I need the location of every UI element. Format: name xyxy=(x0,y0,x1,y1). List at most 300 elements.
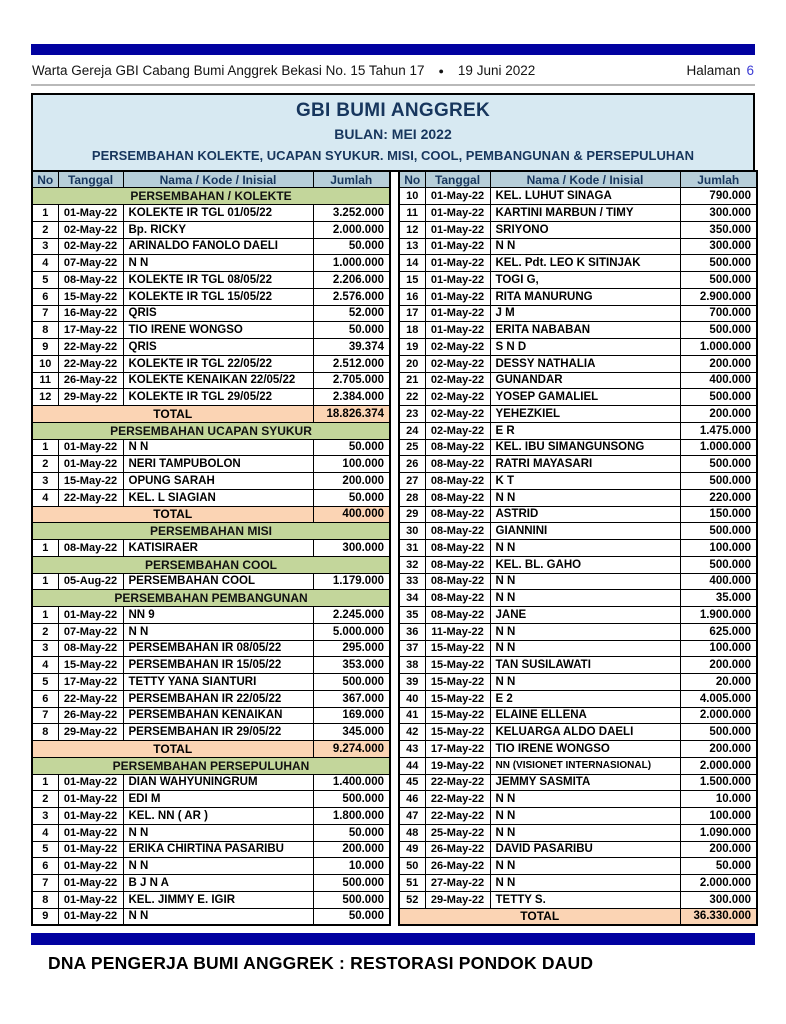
row-name: N N xyxy=(490,590,680,607)
row-name: PERSEMBAHAN IR 22/05/22 xyxy=(123,690,313,707)
offering-row xyxy=(399,674,757,691)
row-amount: 500.000 xyxy=(313,674,390,691)
offering-row xyxy=(399,305,757,322)
offering-row xyxy=(32,355,390,372)
row-name: KOLEKTE IR TGL 08/05/22 xyxy=(123,272,313,289)
row-number: 30 xyxy=(399,523,425,540)
row-number: 37 xyxy=(399,640,425,657)
row-date: 08-May-22 xyxy=(425,473,490,490)
row-number: 23 xyxy=(399,406,425,423)
offering-row xyxy=(32,824,390,841)
row-number: 9 xyxy=(32,908,58,925)
offering-row xyxy=(32,707,390,724)
row-amount: 300.000 xyxy=(680,205,757,222)
row-amount: 2.000.000 xyxy=(680,757,757,774)
row-name: KATISIRAER xyxy=(123,540,313,557)
row-date: 01-May-22 xyxy=(58,824,123,841)
offering-row xyxy=(399,774,757,791)
row-name: N N xyxy=(490,824,680,841)
row-amount: 2.512.000 xyxy=(313,355,390,372)
row-amount: 2.384.000 xyxy=(313,389,390,406)
row-name: TIO IRENE WONGSO xyxy=(490,741,680,758)
row-number: 42 xyxy=(399,724,425,741)
offering-row xyxy=(399,372,757,389)
row-name: J M xyxy=(490,305,680,322)
offering-row xyxy=(399,875,757,892)
row-number: 6 xyxy=(32,288,58,305)
row-amount: 350.000 xyxy=(680,221,757,238)
column-header-no: No xyxy=(32,171,58,188)
offering-row xyxy=(32,305,390,322)
row-name: GUNANDAR xyxy=(490,372,680,389)
row-number: 19 xyxy=(399,339,425,356)
column-header-no: No xyxy=(399,171,425,188)
row-amount: 345.000 xyxy=(313,724,390,741)
row-amount: 2.705.000 xyxy=(313,372,390,389)
column-header-tanggal: Tanggal xyxy=(425,171,490,188)
row-amount: 1.179.000 xyxy=(313,573,390,590)
row-date: 22-May-22 xyxy=(425,774,490,791)
row-date: 02-May-22 xyxy=(425,355,490,372)
offering-row xyxy=(399,439,757,456)
offering-row xyxy=(399,272,757,289)
row-amount: 200.000 xyxy=(313,473,390,490)
row-number: 26 xyxy=(399,456,425,473)
row-date: 16-May-22 xyxy=(58,305,123,322)
row-amount: 150.000 xyxy=(680,506,757,523)
column-header-tanggal: Tanggal xyxy=(58,171,123,188)
row-number: 29 xyxy=(399,506,425,523)
row-amount: 500.000 xyxy=(313,791,390,808)
offering-row xyxy=(399,288,757,305)
total-amount: 9.274.000 xyxy=(313,741,390,758)
section-title: PERSEMBAHAN COOL xyxy=(32,556,390,573)
row-number: 12 xyxy=(32,389,58,406)
row-number: 4 xyxy=(32,255,58,272)
row-number: 4 xyxy=(32,657,58,674)
row-number: 28 xyxy=(399,489,425,506)
row-date: 01-May-22 xyxy=(425,221,490,238)
offering-row xyxy=(32,221,390,238)
offering-row xyxy=(32,875,390,892)
row-date: 15-May-22 xyxy=(58,473,123,490)
row-amount: 500.000 xyxy=(680,523,757,540)
total-row xyxy=(32,406,390,423)
row-number: 6 xyxy=(32,858,58,875)
row-date: 01-May-22 xyxy=(58,205,123,222)
row-name: PERSEMBAHAN IR 29/05/22 xyxy=(123,724,313,741)
row-name: KOLEKTE IR TGL 22/05/22 xyxy=(123,355,313,372)
offering-row xyxy=(32,858,390,875)
row-number: 3 xyxy=(32,238,58,255)
row-name: KEL. BL. GAHO xyxy=(490,556,680,573)
row-date: 08-May-22 xyxy=(58,640,123,657)
row-number: 31 xyxy=(399,540,425,557)
page-number: 6 xyxy=(746,63,754,78)
row-name: PERSEMBAHAN IR 08/05/22 xyxy=(123,640,313,657)
row-amount: 50.000 xyxy=(680,858,757,875)
offering-row xyxy=(399,489,757,506)
total-row xyxy=(32,741,390,758)
row-number: 44 xyxy=(399,757,425,774)
row-number: 49 xyxy=(399,841,425,858)
row-amount: 50.000 xyxy=(313,824,390,841)
row-amount: 500.000 xyxy=(680,322,757,339)
row-name: QRIS xyxy=(123,305,313,322)
row-name: N N xyxy=(490,623,680,640)
row-name: DIAN WAHYUNINGRUM xyxy=(123,774,313,791)
row-number: 47 xyxy=(399,808,425,825)
row-name: B J N A xyxy=(123,875,313,892)
row-number: 5 xyxy=(32,674,58,691)
section-title: PERSEMBAHAN / KOLEKTE xyxy=(32,188,390,205)
row-number: 13 xyxy=(399,238,425,255)
row-date: 02-May-22 xyxy=(425,422,490,439)
row-name: KEL. Pdt. LEO K SITINJAK xyxy=(490,255,680,272)
row-name: KEL. NN ( AR ) xyxy=(123,808,313,825)
row-date: 02-May-22 xyxy=(425,389,490,406)
row-amount: 500.000 xyxy=(680,556,757,573)
row-name: KOLEKTE IR TGL 29/05/22 xyxy=(123,389,313,406)
total-label: TOTAL xyxy=(32,506,313,523)
section-title: PERSEMBAHAN PEMBANGUNAN xyxy=(32,590,390,607)
row-name: RITA MANURUNG xyxy=(490,288,680,305)
row-amount: 2.000.000 xyxy=(313,221,390,238)
row-number: 8 xyxy=(32,891,58,908)
offering-row xyxy=(399,741,757,758)
offering-row xyxy=(32,238,390,255)
row-amount: 1.000.000 xyxy=(313,255,390,272)
row-name: N N xyxy=(490,875,680,892)
offering-row xyxy=(399,640,757,657)
row-name: N N xyxy=(490,791,680,808)
row-date: 01-May-22 xyxy=(58,456,123,473)
row-number: 40 xyxy=(399,690,425,707)
row-date: 29-May-22 xyxy=(425,891,490,908)
row-number: 41 xyxy=(399,707,425,724)
row-date: 08-May-22 xyxy=(58,540,123,557)
row-date: 15-May-22 xyxy=(425,707,490,724)
row-amount: 100.000 xyxy=(680,808,757,825)
column-header-jumlah: Jumlah xyxy=(313,171,390,188)
section-title: PERSEMBAHAN MISI xyxy=(32,523,390,540)
row-amount: 500.000 xyxy=(680,456,757,473)
row-date: 15-May-22 xyxy=(58,288,123,305)
offering-row xyxy=(399,573,757,590)
row-date: 15-May-22 xyxy=(425,690,490,707)
row-amount: 10.000 xyxy=(313,858,390,875)
row-name: PERSEMBAHAN IR 15/05/22 xyxy=(123,657,313,674)
offering-row xyxy=(399,406,757,423)
bottom-divider-bar xyxy=(31,933,755,945)
total-label: TOTAL xyxy=(32,741,313,758)
row-name: KOLEKTE KENAIKAN 22/05/22 xyxy=(123,372,313,389)
row-amount: 50.000 xyxy=(313,238,390,255)
offering-row xyxy=(32,288,390,305)
row-date: 22-May-22 xyxy=(425,808,490,825)
row-amount: 2.000.000 xyxy=(680,875,757,892)
row-name: RATRI MAYASARI xyxy=(490,456,680,473)
row-amount: 400.000 xyxy=(680,573,757,590)
row-number: 9 xyxy=(32,339,58,356)
offering-table-left xyxy=(31,170,391,926)
offering-row xyxy=(399,824,757,841)
total-row xyxy=(32,506,390,523)
row-amount: 50.000 xyxy=(313,489,390,506)
offering-row xyxy=(399,623,757,640)
offering-row xyxy=(32,489,390,506)
row-date: 08-May-22 xyxy=(425,456,490,473)
offering-row xyxy=(32,690,390,707)
report-title-panel xyxy=(31,93,755,172)
offering-tables xyxy=(31,170,755,926)
row-number: 48 xyxy=(399,824,425,841)
row-number: 46 xyxy=(399,791,425,808)
row-amount: 353.000 xyxy=(313,657,390,674)
row-amount: 10.000 xyxy=(680,791,757,808)
row-amount: 35.000 xyxy=(680,590,757,607)
row-amount: 1.090.000 xyxy=(680,824,757,841)
row-amount: 2.206.000 xyxy=(313,272,390,289)
offering-row xyxy=(399,724,757,741)
row-name: N N xyxy=(123,858,313,875)
row-number: 25 xyxy=(399,439,425,456)
row-date: 01-May-22 xyxy=(58,858,123,875)
offering-row xyxy=(399,322,757,339)
row-number: 6 xyxy=(32,690,58,707)
row-amount: 50.000 xyxy=(313,908,390,925)
offering-row xyxy=(32,372,390,389)
row-date: 26-May-22 xyxy=(58,707,123,724)
row-date: 22-May-22 xyxy=(58,489,123,506)
offering-row xyxy=(32,439,390,456)
row-amount: 1.000.000 xyxy=(680,339,757,356)
row-date: 02-May-22 xyxy=(425,406,490,423)
offering-row xyxy=(399,389,757,406)
offering-row xyxy=(399,456,757,473)
row-number: 21 xyxy=(399,372,425,389)
row-amount: 300.000 xyxy=(680,238,757,255)
row-name: E R xyxy=(490,422,680,439)
row-number: 36 xyxy=(399,623,425,640)
row-name: YEHEZKIEL xyxy=(490,406,680,423)
row-amount: 400.000 xyxy=(680,372,757,389)
row-date: 02-May-22 xyxy=(58,238,123,255)
offering-row xyxy=(399,506,757,523)
row-date: 08-May-22 xyxy=(425,607,490,624)
row-date: 01-May-22 xyxy=(58,791,123,808)
row-name: PERSEMBAHAN KENAIKAN xyxy=(123,707,313,724)
row-date: 01-May-22 xyxy=(58,808,123,825)
offering-row xyxy=(32,540,390,557)
offering-row xyxy=(32,573,390,590)
row-amount: 100.000 xyxy=(680,640,757,657)
row-date: 01-May-22 xyxy=(425,255,490,272)
row-amount: 2.000.000 xyxy=(680,707,757,724)
offering-row xyxy=(32,891,390,908)
row-date: 15-May-22 xyxy=(58,657,123,674)
row-date: 22-May-22 xyxy=(58,355,123,372)
row-amount: 1.500.000 xyxy=(680,774,757,791)
row-date: 15-May-22 xyxy=(425,724,490,741)
page-content xyxy=(31,0,755,974)
offering-row xyxy=(399,590,757,607)
row-name: S N D xyxy=(490,339,680,356)
row-number: 1 xyxy=(32,540,58,557)
row-amount: 2.245.000 xyxy=(313,607,390,624)
offering-row xyxy=(32,774,390,791)
section-header-row xyxy=(32,590,390,607)
row-amount: 500.000 xyxy=(313,875,390,892)
column-header-row xyxy=(32,171,390,188)
row-date: 02-May-22 xyxy=(425,372,490,389)
offering-row xyxy=(399,221,757,238)
row-amount: 500.000 xyxy=(313,891,390,908)
footer-slogan: DNA PENGERJA BUMI ANGGREK : RESTORASI PONDOK DAUD xyxy=(48,952,594,973)
row-date: 05-Aug-22 xyxy=(58,573,123,590)
masthead-date: 19 Juni 2022 xyxy=(457,63,536,78)
column-header-nama: Nama / Kode / Inisial xyxy=(123,171,313,188)
column-header-row xyxy=(399,171,757,188)
row-date: 01-May-22 xyxy=(425,205,490,222)
row-number: 34 xyxy=(399,590,425,607)
row-name: E 2 xyxy=(490,690,680,707)
row-amount: 1.400.000 xyxy=(313,774,390,791)
row-name: KEL. LUHUT SINAGA xyxy=(490,188,680,205)
row-amount: 200.000 xyxy=(313,841,390,858)
row-name: KELUARGA ALDO DAELI xyxy=(490,724,680,741)
section-header-row xyxy=(32,556,390,573)
row-date: 22-May-22 xyxy=(58,690,123,707)
row-amount: 500.000 xyxy=(680,389,757,406)
row-name: N N xyxy=(490,540,680,557)
offering-row xyxy=(399,339,757,356)
row-number: 50 xyxy=(399,858,425,875)
row-amount: 700.000 xyxy=(680,305,757,322)
row-name: NN 9 xyxy=(123,607,313,624)
row-name: NN (VISIONET INTERNASIONAL) xyxy=(490,757,680,774)
row-date: 08-May-22 xyxy=(425,590,490,607)
offering-row xyxy=(399,473,757,490)
offering-row xyxy=(399,757,757,774)
row-amount: 367.000 xyxy=(313,690,390,707)
row-name: NERI TAMPUBOLON xyxy=(123,456,313,473)
row-number: 32 xyxy=(399,556,425,573)
row-number: 10 xyxy=(32,355,58,372)
row-name: DESSY NATHALIA xyxy=(490,355,680,372)
row-number: 35 xyxy=(399,607,425,624)
row-number: 7 xyxy=(32,875,58,892)
row-date: 01-May-22 xyxy=(58,607,123,624)
column-header-jumlah: Jumlah xyxy=(680,171,757,188)
row-amount: 220.000 xyxy=(680,489,757,506)
row-name: N N xyxy=(123,255,313,272)
row-date: 08-May-22 xyxy=(425,489,490,506)
offering-row xyxy=(399,791,757,808)
row-date: 29-May-22 xyxy=(58,389,123,406)
row-name: TETTY YANA SIANTURI xyxy=(123,674,313,691)
offering-row xyxy=(399,255,757,272)
row-number: 4 xyxy=(32,489,58,506)
row-amount: 1.000.000 xyxy=(680,439,757,456)
row-number: 22 xyxy=(399,389,425,406)
offering-row xyxy=(32,456,390,473)
row-date: 07-May-22 xyxy=(58,255,123,272)
row-number: 2 xyxy=(32,221,58,238)
row-date: 08-May-22 xyxy=(425,556,490,573)
row-number: 1 xyxy=(32,439,58,456)
row-number: 33 xyxy=(399,573,425,590)
offering-row xyxy=(399,858,757,875)
row-name: TETTY S. xyxy=(490,891,680,908)
row-name: OPUNG SARAH xyxy=(123,473,313,490)
row-name: ELAINE ELLENA xyxy=(490,707,680,724)
row-number: 10 xyxy=(399,188,425,205)
row-date: 01-May-22 xyxy=(425,305,490,322)
offering-row xyxy=(32,657,390,674)
offering-row xyxy=(32,322,390,339)
row-number: 3 xyxy=(32,473,58,490)
offering-row xyxy=(32,640,390,657)
offering-row xyxy=(32,473,390,490)
row-name: ERITA NABABAN xyxy=(490,322,680,339)
row-amount: 1.475.000 xyxy=(680,422,757,439)
row-amount: 2.576.000 xyxy=(313,288,390,305)
row-amount: 300.000 xyxy=(313,540,390,557)
row-number: 8 xyxy=(32,724,58,741)
bullet-icon: ● xyxy=(438,65,444,76)
row-number: 17 xyxy=(399,305,425,322)
offering-row xyxy=(399,607,757,624)
row-name: KEL. L SIAGIAN xyxy=(123,489,313,506)
offering-report xyxy=(31,93,755,926)
offering-row xyxy=(32,674,390,691)
row-amount: 300.000 xyxy=(680,891,757,908)
total-label: TOTAL xyxy=(399,908,680,925)
report-subtitle: PERSEMBAHAN KOLEKTE, UCAPAN SYUKUR. MISI, COOL, PEMBANGUNAN & PERSEPULUHAN xyxy=(91,148,695,163)
row-name: ASTRID xyxy=(490,506,680,523)
page-label: Halaman xyxy=(686,63,741,78)
offering-row xyxy=(32,623,390,640)
report-month: BULAN: MEI 2022 xyxy=(334,126,452,142)
row-amount: 100.000 xyxy=(313,456,390,473)
offering-row xyxy=(399,690,757,707)
row-number: 38 xyxy=(399,657,425,674)
row-name: N N xyxy=(123,908,313,925)
row-number: 20 xyxy=(399,355,425,372)
row-amount: 200.000 xyxy=(680,657,757,674)
row-date: 26-May-22 xyxy=(425,858,490,875)
row-date: 01-May-22 xyxy=(425,322,490,339)
row-name: KARTINI MARBUN / TIMY xyxy=(490,205,680,222)
offering-row xyxy=(399,657,757,674)
row-date: 01-May-22 xyxy=(58,908,123,925)
row-name: DAVID PASARIBU xyxy=(490,841,680,858)
row-date: 17-May-22 xyxy=(58,322,123,339)
row-name: EDI M xyxy=(123,791,313,808)
row-name: KEL. JIMMY E. IGIR xyxy=(123,891,313,908)
offering-row xyxy=(32,339,390,356)
section-header-row xyxy=(32,188,390,205)
offering-row xyxy=(32,607,390,624)
row-date: 26-May-22 xyxy=(425,841,490,858)
row-date: 08-May-22 xyxy=(425,573,490,590)
row-amount: 2.900.000 xyxy=(680,288,757,305)
row-name: K T xyxy=(490,473,680,490)
row-date: 19-May-22 xyxy=(425,757,490,774)
row-name: Bp. RICKY xyxy=(123,221,313,238)
row-number: 2 xyxy=(32,623,58,640)
